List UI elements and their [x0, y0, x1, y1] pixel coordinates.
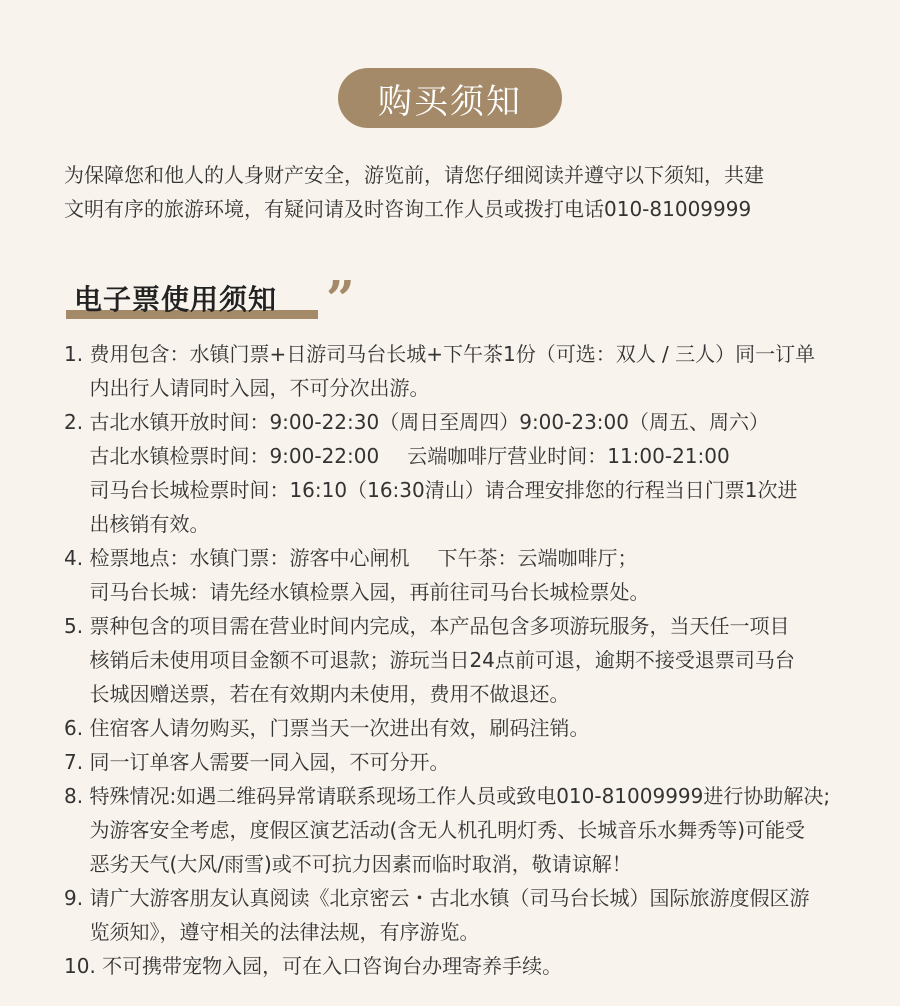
note-item [64, 405, 886, 541]
note-line: 同一订单客人需要一同入园，不可分开。 [89, 750, 450, 774]
note-item [64, 881, 886, 949]
note-line: 请广大游客朋友认真阅读《北京密云・古北水镇（司马台长城）国际旅游度假区游 [89, 886, 810, 910]
notes-list [64, 337, 886, 983]
note-number: 6. [64, 716, 90, 740]
note-number: 8. [64, 784, 90, 808]
note-line: 司马台长城：请先经水镇检票入园，再前往司马台长城检票处。 [89, 580, 650, 604]
note-item [64, 337, 886, 405]
intro-line: 为保障您和他人的人身财产安全，游览前，请您仔细阅读并遵守以下须知，共建 [64, 163, 764, 187]
note-line: 为游客安全考虑，度假区演艺活动(含无人机孔明灯秀、长城音乐水舞秀等)可能受 [89, 818, 806, 842]
note-line-group [89, 439, 886, 473]
note-line: 览须知》，遵守相关的法律法规，有序游览。 [89, 920, 480, 944]
note-number: 9. [64, 886, 90, 910]
note-line: 长城因赠送票，若在有效期内未使用，费用不做退还。 [89, 682, 570, 706]
note-item [64, 745, 886, 779]
note-line-group [89, 541, 886, 575]
note-number: 1. [64, 342, 90, 366]
note-number: 4. [64, 546, 90, 570]
note-item [64, 711, 886, 745]
note-line: 特殊情况:如遇二维码异常请联系现场工作人员或致电010-81009999进行协助解决; [89, 784, 831, 808]
note-number: 10. [64, 954, 103, 978]
section-title: 电子票使用须知 [74, 283, 278, 316]
note-line: 下午茶：云端咖啡厅； [437, 546, 638, 570]
section-heading [66, 269, 355, 328]
page-title: 购买须知 [338, 68, 562, 128]
note-line: 司马台长城检票时间：16:10（16:30清山）请合理安排您的行程当日门票1次进 [89, 478, 798, 502]
note-line: 内出行人请同时入园，不可分次出游。 [89, 376, 430, 400]
note-line: 云端咖啡厅营业时间：11:00-21:00 [407, 444, 730, 468]
intro-line: 文明有序的旅游环境，有疑问请及时咨询工作人员或拨打电话010-81009999 [64, 197, 752, 221]
note-number: 2. [64, 410, 90, 434]
note-number: 5. [64, 614, 90, 638]
note-item [64, 779, 886, 881]
note-item [64, 949, 886, 983]
intro-text [64, 158, 864, 226]
note-line: 古北水镇开放时间：9:00-22:30（周日至周四）9:00-23:00（周五、周六） [89, 410, 769, 434]
note-number: 7. [64, 750, 90, 774]
note-line: 恶劣天气(大风/雨雪)或不可抗力因素而临时取消，敬请谅解！ [89, 852, 632, 876]
note-item [64, 541, 886, 609]
note-line: 核销后未使用项目金额不可退款；游玩当日24点前可退，逾期不接受退票司马台 [89, 648, 795, 672]
quote-mark-icon: ” [326, 269, 355, 328]
note-line: 出核销有效。 [89, 512, 210, 536]
note-line: 古北水镇检票时间：9:00-22:00 [89, 444, 380, 468]
note-line: 票种包含的项目需在营业时间内完成，本产品包含多项游玩服务，当天任一项目 [89, 614, 790, 638]
note-line: 不可携带宠物入园，可在入口咨询台办理寄养手续。 [102, 954, 563, 978]
note-item [64, 609, 886, 711]
note-line: 费用包含：水镇门票+日游司马台长城+下午茶1份（可选：双人 / 三人）同一订单 [89, 342, 816, 366]
note-line: 住宿客人请勿购买，门票当天一次进出有效，刷码注销。 [89, 716, 590, 740]
note-line: 检票地点：水镇门票：游客中心闸机 [89, 546, 410, 570]
